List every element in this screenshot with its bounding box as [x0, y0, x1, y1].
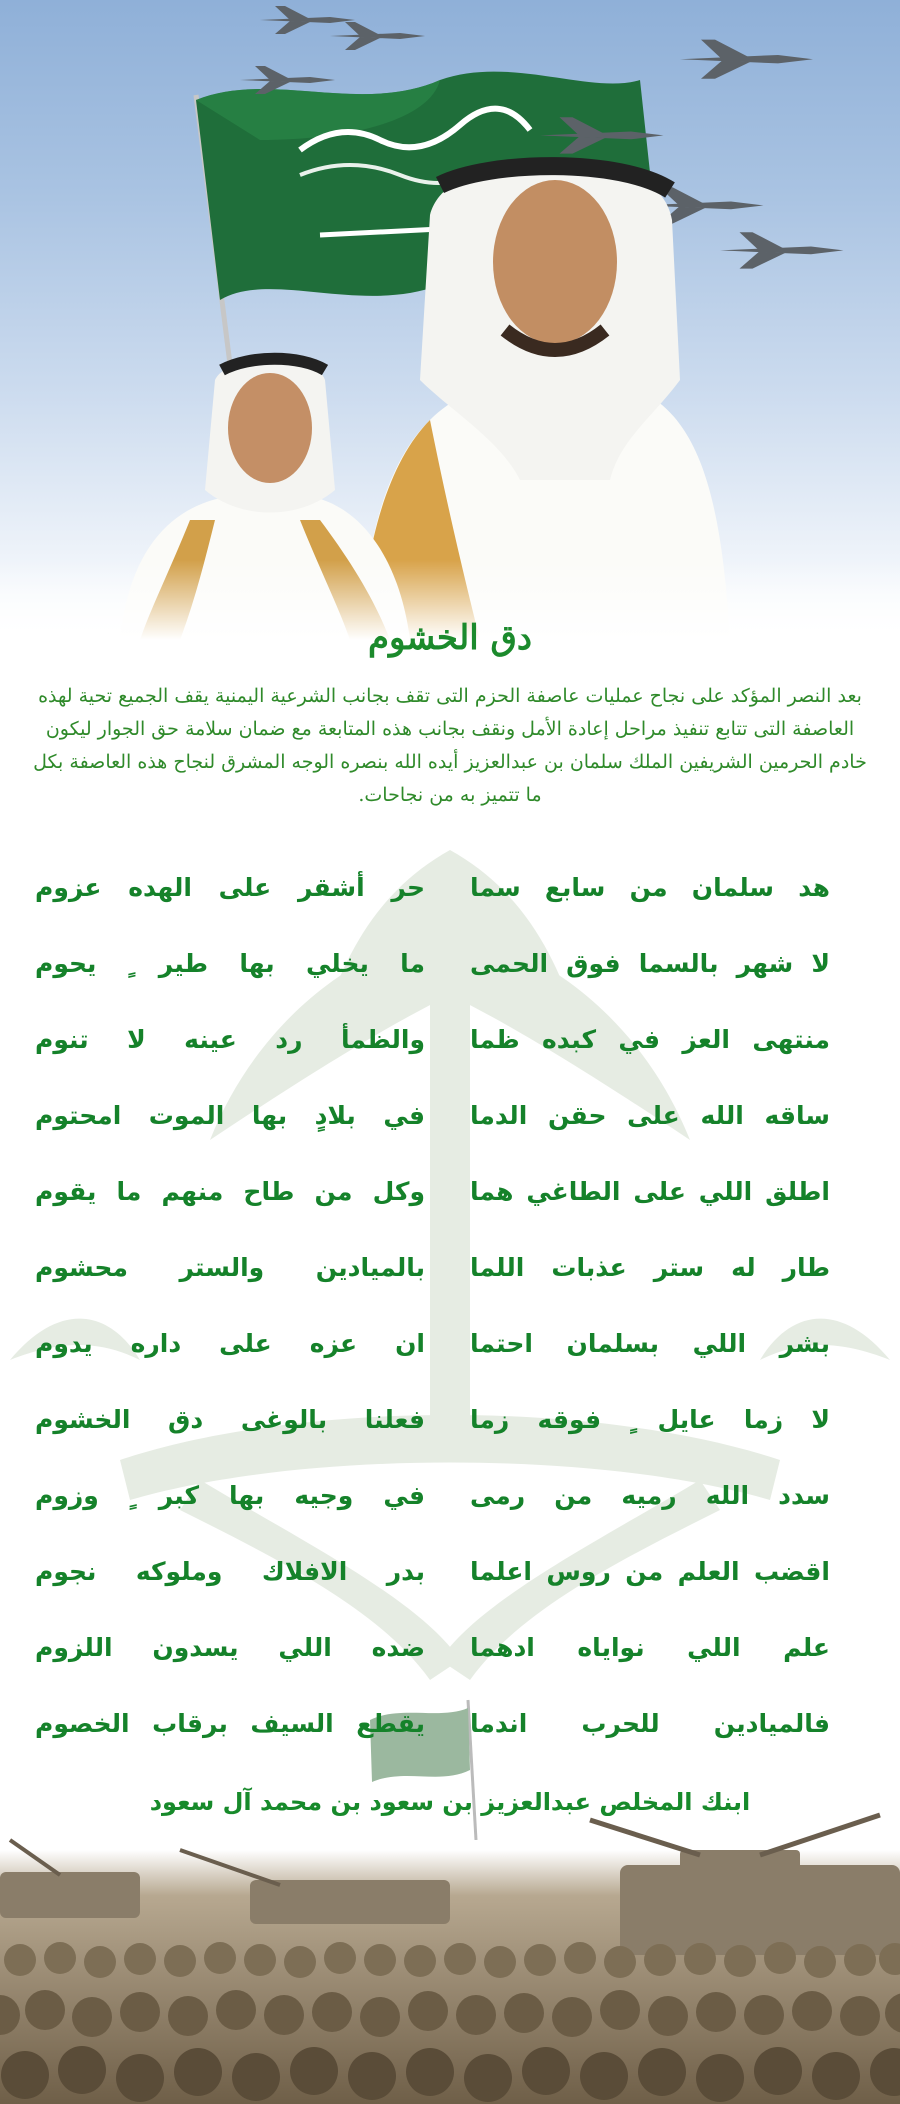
verse-second-hemistich: في وجيه بها كبر ٍ وزوم — [35, 1481, 425, 1510]
verse-first-hemistich: علم اللي نواياه ادهما — [470, 1633, 830, 1662]
verse-second-hemistich: والظمأ رد عينه لا تنوم — [35, 1025, 425, 1054]
verse — [0, 1478, 900, 1538]
verse-first-hemistich: طار له ستر عذبات اللما — [470, 1253, 830, 1282]
verse-first-hemistich: بشر اللي بسلمان احتما — [470, 1329, 830, 1358]
verse — [0, 1630, 900, 1690]
verse-second-hemistich: ما يخلي بها طير ٍ يحوم — [35, 949, 425, 978]
verse — [0, 870, 900, 930]
verse-second-hemistich: حر أشقر على الهده عزوم — [35, 873, 425, 902]
verse-first-hemistich: منتهى العز في كبده ظما — [470, 1025, 830, 1054]
verse-second-hemistich: فعلنا بالوغى دق الخشوم — [35, 1405, 425, 1434]
verse — [0, 1174, 900, 1234]
hero-illustration — [0, 0, 900, 640]
verse-second-hemistich: بدر الافلاك وملوكه نجوم — [35, 1557, 425, 1586]
verse-first-hemistich: هد سلمان من سابع سما — [470, 873, 830, 902]
verse-first-hemistich: اقضب العلم من روس اعلما — [470, 1557, 830, 1586]
troops-illustration — [0, 1810, 900, 2104]
verse-first-hemistich: اطلق اللي على الطاغي هما — [470, 1177, 830, 1206]
verse — [0, 1250, 900, 1310]
hero-banner — [0, 0, 900, 640]
verse — [0, 946, 900, 1006]
verse-first-hemistich: سدد الله رميه من رمى — [470, 1481, 830, 1510]
verse-second-hemistich: في بلادٍ بها الموت امحتوم — [35, 1101, 425, 1130]
verse-second-hemistich: ان عزه على داره يدوم — [35, 1329, 425, 1358]
verse — [0, 1098, 900, 1158]
verse — [0, 1554, 900, 1614]
verse — [0, 1706, 900, 1766]
verse — [0, 1326, 900, 1386]
verse-first-hemistich: فالميادين للحرب اندما — [470, 1709, 830, 1738]
verse-second-hemistich: بالميادين والستر محشوم — [35, 1253, 425, 1282]
verse-second-hemistich: وكل من طاح منهم ما يقوم — [35, 1177, 425, 1206]
verse-second-hemistich: يقطع السيف برقاب الخصوم — [35, 1709, 425, 1738]
verse-first-hemistich: لا زما عايل ٍ فوقه زما — [470, 1405, 830, 1434]
verse — [0, 1402, 900, 1462]
verse — [0, 1022, 900, 1082]
verse-first-hemistich: ساقه الله على حقن الدما — [470, 1101, 830, 1130]
verse-first-hemistich: لا شهر بالسما فوق الحمى — [470, 949, 830, 978]
verse-second-hemistich: ضده اللي يسدون اللزوم — [35, 1633, 425, 1662]
intro-paragraph: بعد النصر المؤكد على نجاح عمليات عاصفة الحزم التى تقف بجانب الشرعية اليمنية يقف الجميع تحية لهذه العاصفة التى تتابع تنفيذ مراحل إعادة الأمل ونقف بجانب هذه المتابعة مع ضمان سلامة حق الجوار ليكون خادم الحرمين الشريفين الملك سلمان بن عبدالعزيز أيده الله بنصره الوجه المشرق لنجاح هذه العاصفة بكل ما تتميز به من نجاحات. — [33, 685, 867, 806]
signature: ابنك المخلص عبدالعزيز بن سعود بن محمد آل سعود — [149, 1788, 751, 1816]
poem-title: دق الخشوم — [367, 618, 533, 658]
